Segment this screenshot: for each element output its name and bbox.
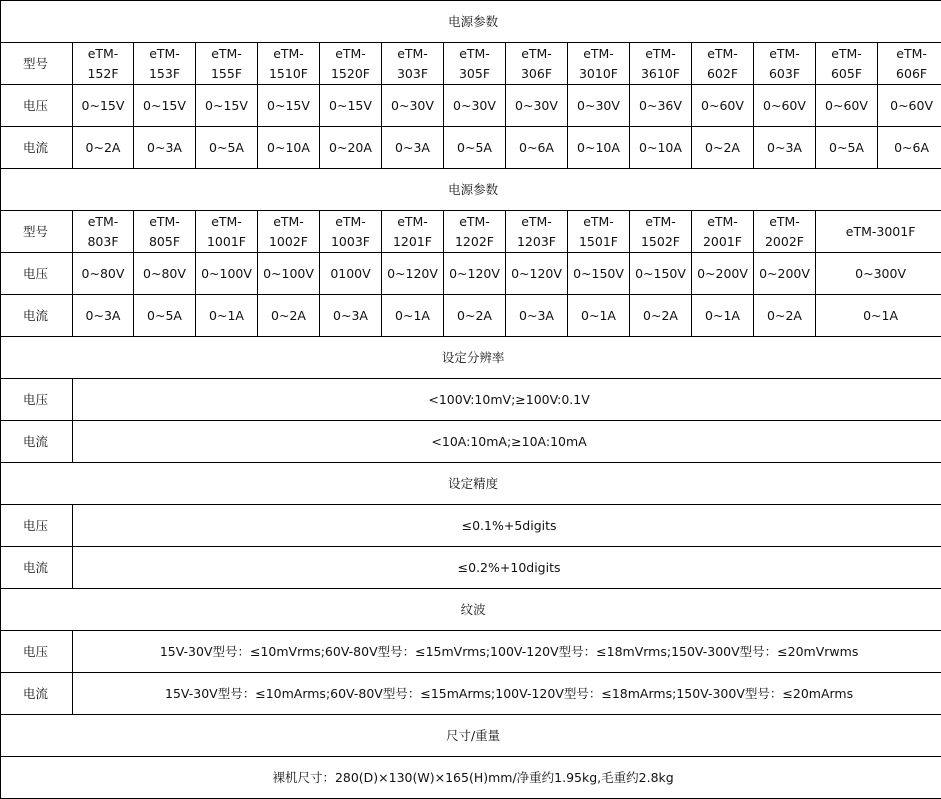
current-value: 0~1A xyxy=(568,295,630,337)
model-cell xyxy=(196,43,258,85)
model-number: 1520F xyxy=(330,65,370,81)
row-label-voltage: 电压 xyxy=(1,631,73,673)
voltage-value-wide: 0~300V xyxy=(816,253,941,295)
model-prefix: eTM- xyxy=(707,45,738,61)
voltage-value: 0~100V xyxy=(196,253,258,295)
voltage-row-1 xyxy=(1,85,941,127)
model-number: 805F xyxy=(148,233,181,249)
voltage-value: 0~200V xyxy=(754,253,816,295)
model-prefix: eTM- xyxy=(583,213,614,229)
model-prefix: eTM- xyxy=(397,213,428,229)
resolution-current-value: <10A:10mA;≥10A:10mA xyxy=(73,421,941,463)
model-prefix: eTM- xyxy=(521,213,552,229)
current-value-wide: 0~1A xyxy=(816,295,941,337)
model-prefix: eTM- xyxy=(521,45,552,61)
row-label-model: 型号 xyxy=(1,43,73,85)
model-number: 603F xyxy=(768,65,801,81)
model-number: 803F xyxy=(87,233,119,249)
current-value: 0~1A xyxy=(692,295,754,337)
model-cell xyxy=(134,43,196,85)
model-number: 1203F xyxy=(516,233,556,249)
row-label-current: 电流 xyxy=(1,295,73,337)
section-header-resolution: 设定分辨率 xyxy=(1,337,941,379)
voltage-value: 0~150V xyxy=(568,253,630,295)
model-prefix: eTM- xyxy=(896,45,927,61)
current-value: 0~3A xyxy=(73,295,134,337)
model-prefix: eTM- xyxy=(149,45,180,61)
voltage-value: 0~60V xyxy=(754,85,816,127)
voltage-row-2 xyxy=(1,253,941,295)
model-cell xyxy=(134,211,196,253)
model-prefix: eTM- xyxy=(335,45,366,61)
current-value: 0~3A xyxy=(320,295,382,337)
model-cell xyxy=(320,43,382,85)
model-cell xyxy=(382,43,444,85)
section-header-ripple: 纹波 xyxy=(1,589,941,631)
model-number: 605F xyxy=(830,65,863,81)
model-prefix: eTM- xyxy=(459,45,490,61)
model-number: 303F xyxy=(396,65,429,81)
current-value: 0~2A xyxy=(258,295,320,337)
model-prefix: eTM- xyxy=(211,45,242,61)
current-value: 0~6A xyxy=(878,127,941,169)
model-cell xyxy=(506,211,568,253)
voltage-value: 0~30V xyxy=(568,85,630,127)
model-cell xyxy=(320,211,382,253)
voltage-value: 0~80V xyxy=(134,253,196,295)
section-header-accuracy: 设定精度 xyxy=(1,463,941,505)
voltage-value: 0~30V xyxy=(444,85,506,127)
current-value: 0~5A xyxy=(816,127,878,169)
model-cell xyxy=(506,43,568,85)
voltage-value: 0~15V xyxy=(73,85,134,127)
current-value: 0~3A xyxy=(134,127,196,169)
accuracy-voltage-value: ≤0.1%+5digits xyxy=(73,505,941,547)
current-row-2 xyxy=(1,295,941,337)
model-prefix: eTM- xyxy=(149,213,180,229)
model-prefix: eTM- xyxy=(335,213,366,229)
model-row-2 xyxy=(1,211,941,253)
model-prefix: eTM- xyxy=(87,213,119,229)
voltage-value: 0~150V xyxy=(630,253,692,295)
model-cell xyxy=(196,211,258,253)
section-header-power-1: 电源参数 xyxy=(1,1,941,43)
model-number: 1510F xyxy=(268,65,308,81)
model-number: 1002F xyxy=(268,233,308,249)
current-value: 0~2A xyxy=(692,127,754,169)
model-cell xyxy=(692,211,754,253)
row-label-voltage: 电压 xyxy=(1,253,73,295)
current-row-1 xyxy=(1,127,941,169)
row-label-current: 电流 xyxy=(1,421,73,463)
row-label-model: 型号 xyxy=(1,211,73,253)
voltage-value: 0~30V xyxy=(506,85,568,127)
voltage-value: 0~15V xyxy=(196,85,258,127)
model-cell xyxy=(878,43,941,85)
voltage-value: 0~120V xyxy=(506,253,568,295)
model-number: 155F xyxy=(210,65,243,81)
current-value: 0~2A xyxy=(73,127,134,169)
current-value: 0~5A xyxy=(134,295,196,337)
current-value: 0~2A xyxy=(754,295,816,337)
model-number: 1501F xyxy=(578,233,618,249)
model-cell xyxy=(630,211,692,253)
current-value: 0~3A xyxy=(754,127,816,169)
section-header-power-2: 电源参数 xyxy=(1,169,941,211)
model-number: 1502F xyxy=(640,233,680,249)
current-value: 0~3A xyxy=(506,295,568,337)
accuracy-current-value: ≤0.2%+10digits xyxy=(73,547,941,589)
model-cell xyxy=(754,211,816,253)
model-number: 1202F xyxy=(454,233,494,249)
model-number: 152F xyxy=(87,65,119,81)
current-value: 0~2A xyxy=(444,295,506,337)
model-cell xyxy=(692,43,754,85)
model-prefix: eTM- xyxy=(645,45,676,61)
voltage-value: 0~100V xyxy=(258,253,320,295)
section-header-size: 尺寸/重量 xyxy=(1,715,941,757)
row-label-current: 电流 xyxy=(1,547,73,589)
model-cell xyxy=(258,43,320,85)
voltage-value: 0~15V xyxy=(320,85,382,127)
model-cell xyxy=(382,211,444,253)
model-prefix: eTM- xyxy=(87,45,119,61)
voltage-value: 0~60V xyxy=(878,85,941,127)
model-number: 3610F xyxy=(640,65,680,81)
row-label-voltage: 电压 xyxy=(1,505,73,547)
model-cell xyxy=(444,43,506,85)
model-number: 305F xyxy=(458,65,491,81)
voltage-value: 0~15V xyxy=(258,85,320,127)
ripple-voltage-value: 15V-30V型号：≤10mVrms;60V-80V型号：≤15mVrms;100V-120V型号：≤18mVrms;150V-300V型号：≤20mVrwms xyxy=(73,631,941,673)
current-value: 0~1A xyxy=(196,295,258,337)
voltage-value: 0~30V xyxy=(382,85,444,127)
model-prefix: eTM- xyxy=(831,45,862,61)
model-prefix: eTM- xyxy=(645,213,676,229)
row-label-current: 电流 xyxy=(1,127,73,169)
model-cell xyxy=(568,211,630,253)
model-number: 1003F xyxy=(330,233,370,249)
voltage-value: 0~60V xyxy=(692,85,754,127)
current-value: 0~6A xyxy=(506,127,568,169)
model-number: 606F xyxy=(896,65,928,81)
current-value: 0~10A xyxy=(630,127,692,169)
current-value: 0~1A xyxy=(382,295,444,337)
model-row-1 xyxy=(1,43,941,85)
model-prefix: eTM- xyxy=(211,213,242,229)
model-prefix: eTM- xyxy=(769,213,800,229)
voltage-value: 0~120V xyxy=(382,253,444,295)
model-number: 3010F xyxy=(578,65,618,81)
model-number: 153F xyxy=(148,65,181,81)
model-cell xyxy=(444,211,506,253)
ripple-current-value: 15V-30V型号：≤10mArms;60V-80V型号：≤15mArms;100V-120V型号：≤18mArms;150V-300V型号：≤20mArms xyxy=(73,673,941,715)
model-number: 2002F xyxy=(764,233,804,249)
model-number: 602F xyxy=(706,65,739,81)
model-prefix: eTM- xyxy=(769,45,800,61)
model-cell xyxy=(816,43,878,85)
current-value: 0~2A xyxy=(630,295,692,337)
current-value: 0~10A xyxy=(568,127,630,169)
row-label-voltage: 电压 xyxy=(1,379,73,421)
model-cell xyxy=(630,43,692,85)
current-value: 0~5A xyxy=(444,127,506,169)
model-number: 1201F xyxy=(392,233,432,249)
model-prefix: eTM- xyxy=(707,213,738,229)
model-prefix: eTM- xyxy=(273,213,304,229)
model-number: 1001F xyxy=(206,233,246,249)
model-prefix: eTM- xyxy=(583,45,614,61)
voltage-value: 0~80V xyxy=(73,253,134,295)
model-cell xyxy=(754,43,816,85)
current-value: 0~5A xyxy=(196,127,258,169)
resolution-voltage-value: <100V:10mV;≥100V:0.1V xyxy=(73,379,941,421)
voltage-value: 0~120V xyxy=(444,253,506,295)
current-value: 0~3A xyxy=(382,127,444,169)
model-number: 2001F xyxy=(702,233,742,249)
model-number: 306F xyxy=(520,65,553,81)
current-value: 0~20A xyxy=(320,127,382,169)
size-weight-value: 裸机尺寸：280(D)×130(W)×165(H)mm/净重约1.95kg,毛重约2.8kg xyxy=(1,757,941,799)
model-cell-wide: eTM-3001F xyxy=(816,211,941,253)
model-prefix: eTM- xyxy=(273,45,304,61)
model-prefix: eTM- xyxy=(397,45,428,61)
voltage-value: 0100V xyxy=(320,253,382,295)
model-prefix: eTM- xyxy=(459,213,490,229)
voltage-value: 0~200V xyxy=(692,253,754,295)
model-cell xyxy=(568,43,630,85)
model-cell xyxy=(73,211,134,253)
model-cell xyxy=(73,43,134,85)
voltage-value: 0~36V xyxy=(630,85,692,127)
model-cell xyxy=(258,211,320,253)
row-label-voltage: 电压 xyxy=(1,85,73,127)
row-label-current: 电流 xyxy=(1,673,73,715)
voltage-value: 0~15V xyxy=(134,85,196,127)
voltage-value: 0~60V xyxy=(816,85,878,127)
current-value: 0~10A xyxy=(258,127,320,169)
